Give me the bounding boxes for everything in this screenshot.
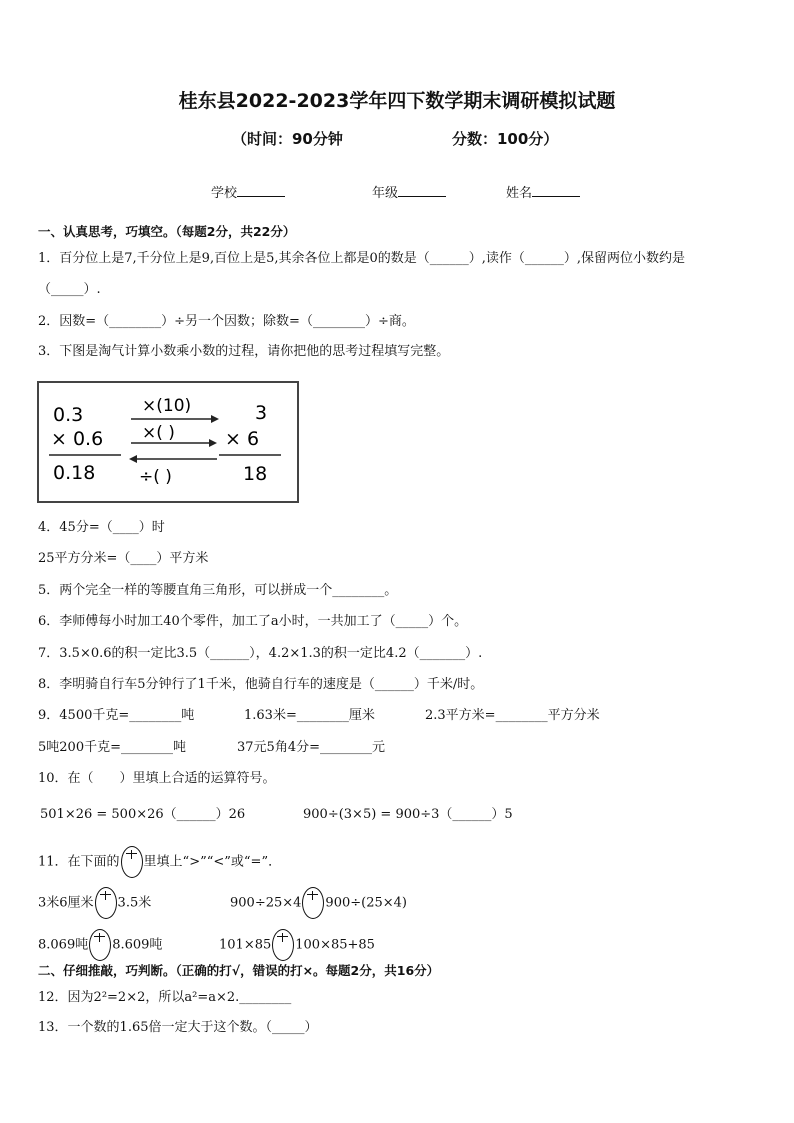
question-10-a: 501×26 = 500×26（______）26 — [40, 807, 246, 822]
fig-factor-b: × 0.6 — [51, 428, 104, 450]
question-13: 13．一个数的1.65倍一定大于这个数。（_____） — [38, 1020, 318, 1035]
question-11: 11．在下面的 里填上“>”“<”或“=”． — [38, 846, 281, 878]
compare-circle-icon — [302, 887, 324, 919]
time-label: （时间：90分钟 — [232, 130, 343, 148]
question-11-r1-2: 900÷25×4 900÷(25×4) — [230, 887, 407, 919]
question-11-r1-1: 3米6厘米 3.5米 — [38, 887, 151, 919]
question-9-a3: 2.3平方米=________平方分米 — [425, 708, 600, 723]
compare-circle-icon — [272, 929, 294, 961]
question-3: 3．下图是淘气计算小数乘小数的过程，请你把他的思考过程填写完整。 — [38, 344, 450, 359]
fig-int-a: 3 — [255, 402, 268, 424]
exam-title: 桂东县2022-2023学年四下数学期末调研模拟试题 — [178, 90, 616, 112]
question-10: 10．在（ ）里填上合适的运算符号。 — [38, 771, 276, 786]
school-field: 学校 — [211, 182, 285, 201]
fig-op-bot: ÷( ) — [139, 467, 172, 487]
fig-product: 0.18 — [53, 462, 96, 484]
grade-field: 年级 — [372, 182, 446, 201]
calculation-figure — [37, 381, 299, 503]
question-9-b1: 5吨200千克=________吨 — [38, 740, 186, 755]
question-7: 7．3.5×0.6的积一定比3.5（______），4.2×1.3的积一定比4.2（_______）. — [38, 646, 483, 661]
section-1-heading: 一、认真思考，巧填空。（每题2分，共22分） — [38, 224, 296, 239]
question-4a: 4．45分=（____）时 — [38, 520, 165, 535]
question-9-a2: 1.63米=________厘米 — [244, 708, 375, 723]
question-6: 6．李师傅每小时加工40个零件，加工了a小时，一共加工了（_____）个。 — [38, 614, 468, 629]
compare-circle-icon — [121, 846, 143, 878]
name-field: 姓名 — [506, 182, 580, 201]
question-1-cont: （_____）. — [38, 282, 101, 297]
fig-int-b: × 6 — [225, 428, 260, 450]
compare-circle-icon — [89, 929, 111, 961]
score-label: 分数：100分） — [452, 130, 559, 148]
question-1: 1．百分位上是7,千分位上是9,百位上是5,其余各位上都是0的数是（______）,读作（______）,保留两位小数约是 — [38, 251, 686, 266]
question-9-a1: 9．4500千克=________吨 — [38, 708, 195, 723]
question-11-r2-2: 101×85 100×85+85 — [219, 929, 375, 961]
question-9-b2: 37元5角4分=________元 — [237, 740, 385, 755]
fig-op-top: ×(10) — [142, 396, 192, 416]
question-4b: 25平方分米=（____）平方米 — [38, 551, 209, 566]
question-8: 8．李明骑自行车5分钟行了1千米，他骑自行车的速度是（______）千米/时。 — [38, 677, 484, 692]
question-2: 2．因数=（________）÷另一个因数；除数=（________）÷商。 — [38, 314, 415, 329]
section-2-heading: 二、仔细推敲，巧判断。（正确的打√，错误的打×。每题2分，共16分） — [38, 963, 440, 978]
question-12: 12．因为2²=2×2，所以a²=a×2.________ — [38, 990, 292, 1005]
fig-int-product: 18 — [243, 463, 268, 485]
compare-circle-icon — [95, 887, 117, 919]
question-5: 5．两个完全一样的等腰直角三角形，可以拼成一个________。 — [38, 583, 398, 598]
fig-op-mid: ×( ) — [142, 423, 175, 443]
question-10-b: 900÷(3×5) = 900÷3（______）5 — [303, 807, 513, 822]
question-11-r2-1: 8.069吨 8.609吨 — [38, 929, 162, 961]
fig-factor-a: 0.3 — [53, 404, 84, 426]
